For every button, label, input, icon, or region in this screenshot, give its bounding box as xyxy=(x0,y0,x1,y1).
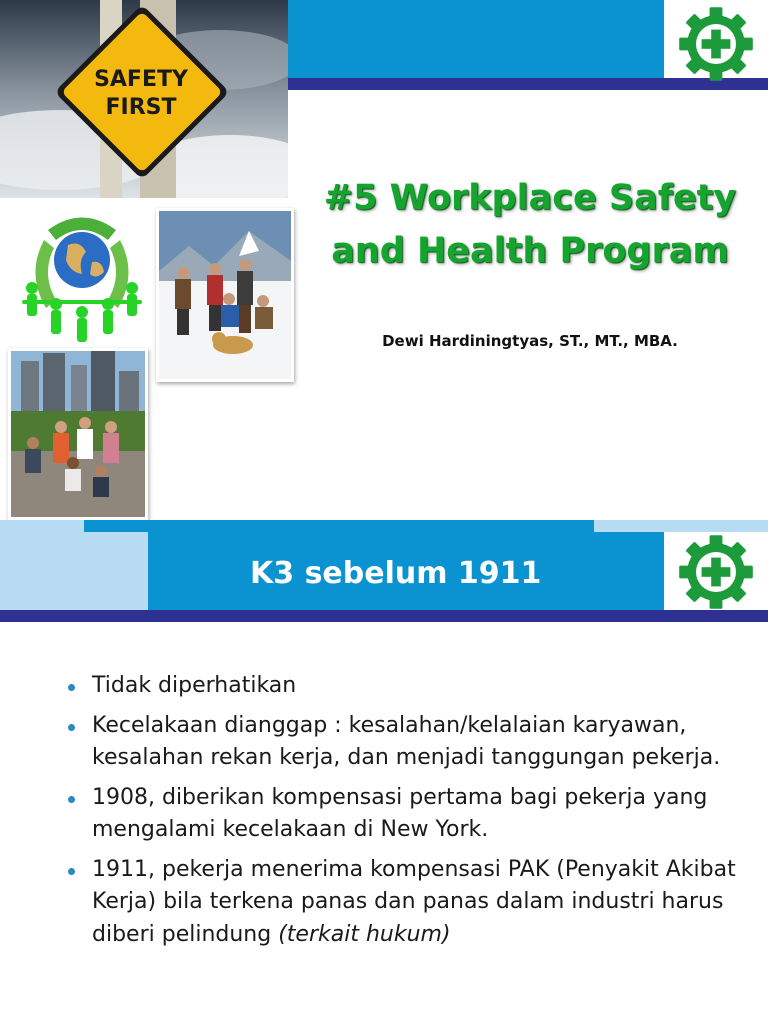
bullet-item xyxy=(64,854,744,952)
header-left-panel xyxy=(0,532,148,610)
bullet-item xyxy=(64,710,744,775)
k3-safety-cross-logo-icon xyxy=(676,4,756,84)
top-strip-blue xyxy=(84,520,594,532)
header-divider xyxy=(0,610,768,622)
bullet-item xyxy=(64,782,744,847)
bullet-italic-note: (terkait hukum) xyxy=(278,921,451,947)
header-bar xyxy=(288,0,664,78)
author-name: Dewi Hardiningtyas, ST., MT., MBA. xyxy=(382,332,678,350)
bullet-list xyxy=(64,670,744,958)
city-group-photo xyxy=(8,348,148,520)
slide-title-line-1: #5 Workplace Safety xyxy=(323,178,737,218)
slide-title xyxy=(300,172,760,278)
bullet-item xyxy=(64,670,744,703)
bullet-text: 1911, pekerja menerima kompensasi PAK (Penyakit Akibat Kerja) bila terkena panas dan panas dalam industri harus diberi pelindung xyxy=(92,856,736,947)
sign-text-first: FIRST xyxy=(105,95,177,120)
safety-first-sign-image xyxy=(0,0,288,198)
bullet-text: 1908, diberikan kompensasi pertama bagi pekerja yang mengalami kecelakaan di New York. xyxy=(92,784,708,842)
recycle-people-globe-image xyxy=(8,200,156,348)
slide-title-line-2: and Health Program xyxy=(331,231,729,271)
content-slide xyxy=(0,520,768,1024)
bullet-text: Tidak diperhatikan xyxy=(92,673,297,698)
bullet-text: Kecelakaan dianggap : kesalahan/kelalaian karyawan, kesalahan rekan kerja, dan menjadi tanggungan pekerja. xyxy=(92,712,721,770)
section-title: K3 sebelum 1911 xyxy=(250,556,542,591)
sign-text-safety: SAFETY xyxy=(94,67,188,92)
k3-safety-cross-logo-icon xyxy=(676,532,756,612)
winter-group-photo xyxy=(156,208,294,382)
